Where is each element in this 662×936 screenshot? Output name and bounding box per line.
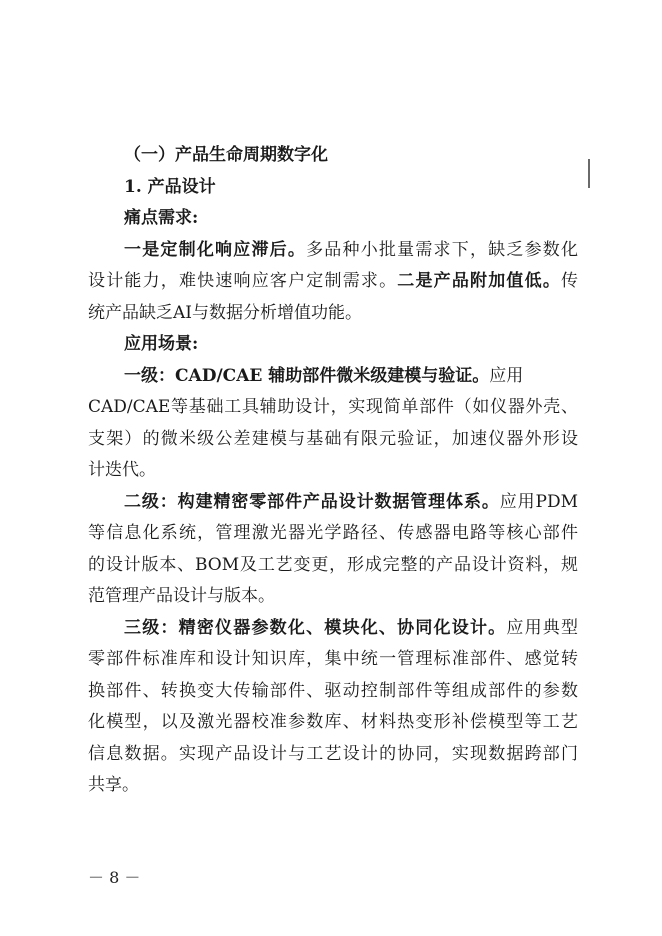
document-body (88, 140, 578, 802)
level1-title: 一级：CAD/CAE 辅助部件微米级建模与验证。 (124, 365, 490, 386)
pain-point-two-title: 二是产品附加值低。 (397, 271, 562, 291)
margin-mark (588, 159, 590, 188)
pain-point-one-text-cont: 设计能力，难快速响应客户定制需求。 (88, 271, 398, 291)
level2-line-4: 范管理产品设计与版本。 (88, 586, 275, 606)
pain-point-one-title: 一是定制化响应滞后。 (124, 239, 307, 260)
subsection-heading: 1. 产品设计 (124, 176, 216, 197)
level3-line-5: 信息数据。实现产品设计与工艺设计的协同，实现数据跨部门 (88, 743, 578, 764)
level2-text: 应用PDM (499, 491, 578, 512)
pain-points-label: 痛点需求: (124, 208, 199, 228)
level3-text: 应用典型 (506, 617, 578, 638)
level1-text: 应用 (489, 365, 524, 386)
pain-points-line-2 (88, 266, 578, 298)
scenarios-label: 应用场景: (124, 334, 199, 354)
section-heading: （一）产品生命周期数字化 (124, 145, 328, 165)
level3-line-6: 共享。 (88, 775, 139, 795)
pain-point-one-text: 多品种小批量需求下，缺乏参数化 (306, 239, 578, 260)
level3-title: 三级：精密仪器参数化、模块化、协同化设计。 (124, 617, 507, 638)
page-number: － 8 － (88, 868, 141, 887)
level3-line-2: 零部件标准库和设计知识库，集中统一管理标准部件、感觉转 (88, 649, 578, 669)
level1-line-1 (88, 361, 578, 393)
level1-line-4: 计迭代。 (88, 460, 156, 480)
pain-points-line-3: 统产品缺乏AI与数据分析增值功能。 (88, 302, 362, 323)
pain-points-line-1 (88, 235, 578, 267)
pain-point-two-text: 传 (561, 271, 578, 291)
level2-line-1 (88, 487, 578, 519)
level3-line-1 (88, 613, 578, 645)
level2-title: 二级：构建精密零部件产品设计数据管理体系。 (124, 491, 500, 512)
level1-line-3: 支架）的微米级公差建模与基础有限元验证，加速仪器外形设 (88, 428, 578, 449)
level3-line-4: 化模型，以及激光器校准参数库、材料热变形补偿模型等工艺 (88, 712, 578, 732)
level1-line-2: CAD/CAE等基础工具辅助设计，实现简单部件（如仪器外壳、 (88, 397, 578, 417)
level2-line-2: 等信息化系统，管理激光器光学路径、传感器电路等核心部件 (88, 523, 578, 543)
level3-line-3: 换部件、转换变大传输部件、驱动控制部件等组成部件的参数 (88, 680, 578, 701)
level2-line-3: 的设计版本、BOM及工艺变更，形成完整的产品设计资料，规 (88, 554, 578, 575)
